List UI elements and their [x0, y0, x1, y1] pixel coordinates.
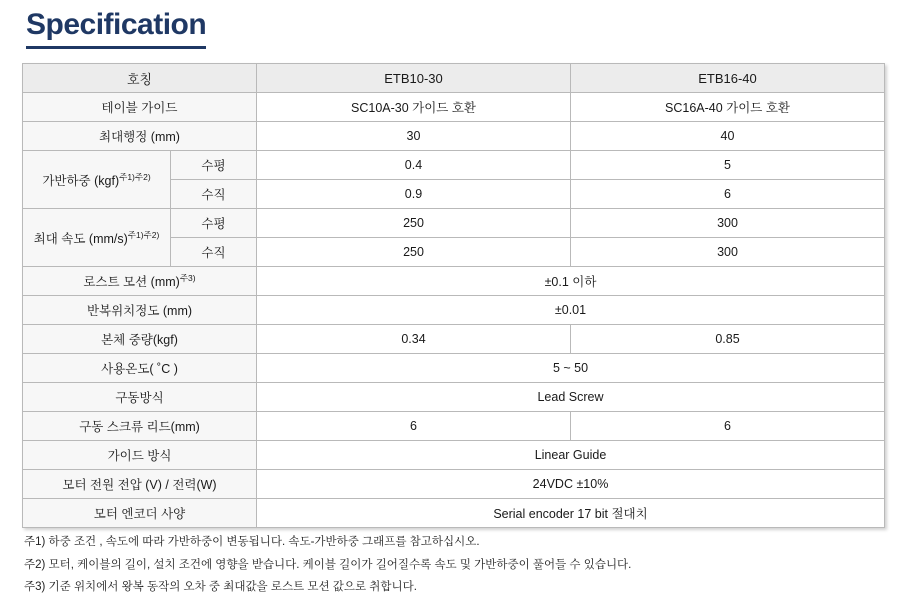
header-cell-etb10: ETB10-30	[257, 64, 571, 93]
row-value-speed-v-2: 300	[571, 238, 885, 267]
row-label-max-stroke: 최대행정 (mm)	[23, 122, 257, 151]
row-label-max-speed	[23, 209, 171, 267]
row-label-operating-temp: 사용온도( ˚C )	[23, 354, 257, 383]
row-label-lost-motion-note: 주3)	[179, 272, 196, 283]
row-label-encoder-spec: 모터 엔코더 사양	[23, 499, 257, 528]
row-label-payload-text: 가반하중 (kgf)	[42, 173, 120, 188]
table-header-row	[23, 64, 885, 93]
row-value-table-guide-1: SC10A-30 가이드 호환	[257, 93, 571, 122]
footnote-1: 주1) 하중 조건 , 속도에 따라 가반하중이 변동됩니다. 속도-가반하중 그래프를 참고하십시오.	[24, 536, 480, 548]
table-row	[23, 267, 885, 296]
table-row	[23, 93, 885, 122]
row-label-table-guide: 테이블 가이드	[23, 93, 257, 122]
row-value-payload-h-2: 5	[571, 151, 885, 180]
table-row	[23, 499, 885, 528]
row-label-payload-note: 주1)주2)	[119, 171, 151, 182]
row-value-encoder-spec: Serial encoder 17 bit 절대치	[257, 499, 885, 528]
row-value-drive-method: Lead Screw	[257, 383, 885, 412]
table-row	[23, 296, 885, 325]
specification-table	[22, 63, 885, 528]
row-label-repeatability: 반복위치정도 (mm)	[23, 296, 257, 325]
table-row	[23, 151, 885, 180]
row-label-lost-motion	[23, 267, 257, 296]
row-sub-speed-horizontal: 수평	[171, 209, 257, 238]
row-sub-payload-vertical: 수직	[171, 180, 257, 209]
table-row	[23, 470, 885, 499]
row-value-max-stroke-2: 40	[571, 122, 885, 151]
footnote-2: 주2) 모터, 케이블의 길이, 설치 조건에 영향을 받습니다. 케이블 길이가 길어질수록 속도 및 가반하중이 풀어들 수 있습니다.	[24, 558, 632, 571]
row-value-screw-lead-2: 6	[571, 412, 885, 441]
row-label-motor-power: 모터 전원 전압 (V) / 전력(W)	[23, 470, 257, 499]
table-row	[23, 325, 885, 354]
row-value-weight-2: 0.85	[571, 325, 885, 354]
row-value-screw-lead-1: 6	[257, 412, 571, 441]
table-row	[23, 354, 885, 383]
row-label-drive-method: 구동방식	[23, 383, 257, 412]
row-label-weight: 본체 중량(kgf)	[23, 325, 257, 354]
header-cell-model: 호칭	[23, 64, 257, 93]
row-value-payload-v-2: 6	[571, 180, 885, 209]
row-label-max-speed-text: 최대 속도 (mm/s)	[33, 231, 128, 246]
row-value-lost-motion: ±0.1 이하	[257, 267, 885, 296]
row-value-motor-power: 24VDC ±10%	[257, 470, 885, 499]
row-value-max-stroke-1: 30	[257, 122, 571, 151]
row-value-weight-1: 0.34	[257, 325, 571, 354]
header-cell-etb16: ETB16-40	[571, 64, 885, 93]
row-value-speed-h-2: 300	[571, 209, 885, 238]
row-value-payload-v-1: 0.9	[257, 180, 571, 209]
table-row	[23, 441, 885, 470]
row-value-guide-method: Linear Guide	[257, 441, 885, 470]
row-sub-speed-vertical: 수직	[171, 238, 257, 267]
row-label-max-speed-note: 주1)주2)	[127, 229, 160, 240]
row-label-guide-method: 가이드 방식	[23, 441, 257, 470]
row-value-speed-h-1: 250	[257, 209, 571, 238]
row-value-repeatability: ±0.01	[257, 296, 885, 325]
footnotes	[24, 537, 631, 605]
row-value-operating-temp: 5 ~ 50	[257, 354, 885, 383]
row-label-payload	[23, 151, 171, 209]
table-row	[23, 122, 885, 151]
row-label-lost-motion-text: 로스트 모션 (mm)	[83, 275, 180, 289]
row-value-payload-h-1: 0.4	[257, 151, 571, 180]
row-value-speed-v-1: 250	[257, 238, 571, 267]
row-value-table-guide-2: SC16A-40 가이드 호환	[571, 93, 885, 122]
table-row	[23, 412, 885, 441]
table-row	[23, 209, 885, 238]
row-sub-payload-horizontal: 수평	[171, 151, 257, 180]
footnote-3: 주3) 기준 위치에서 왕복 동작의 오차 중 최대값을 로스트 모션 값으로 취합니다.	[24, 581, 417, 593]
table-row	[23, 383, 885, 412]
page-title: Specification	[26, 6, 206, 49]
row-label-screw-lead: 구동 스크류 리드(mm)	[23, 412, 257, 441]
